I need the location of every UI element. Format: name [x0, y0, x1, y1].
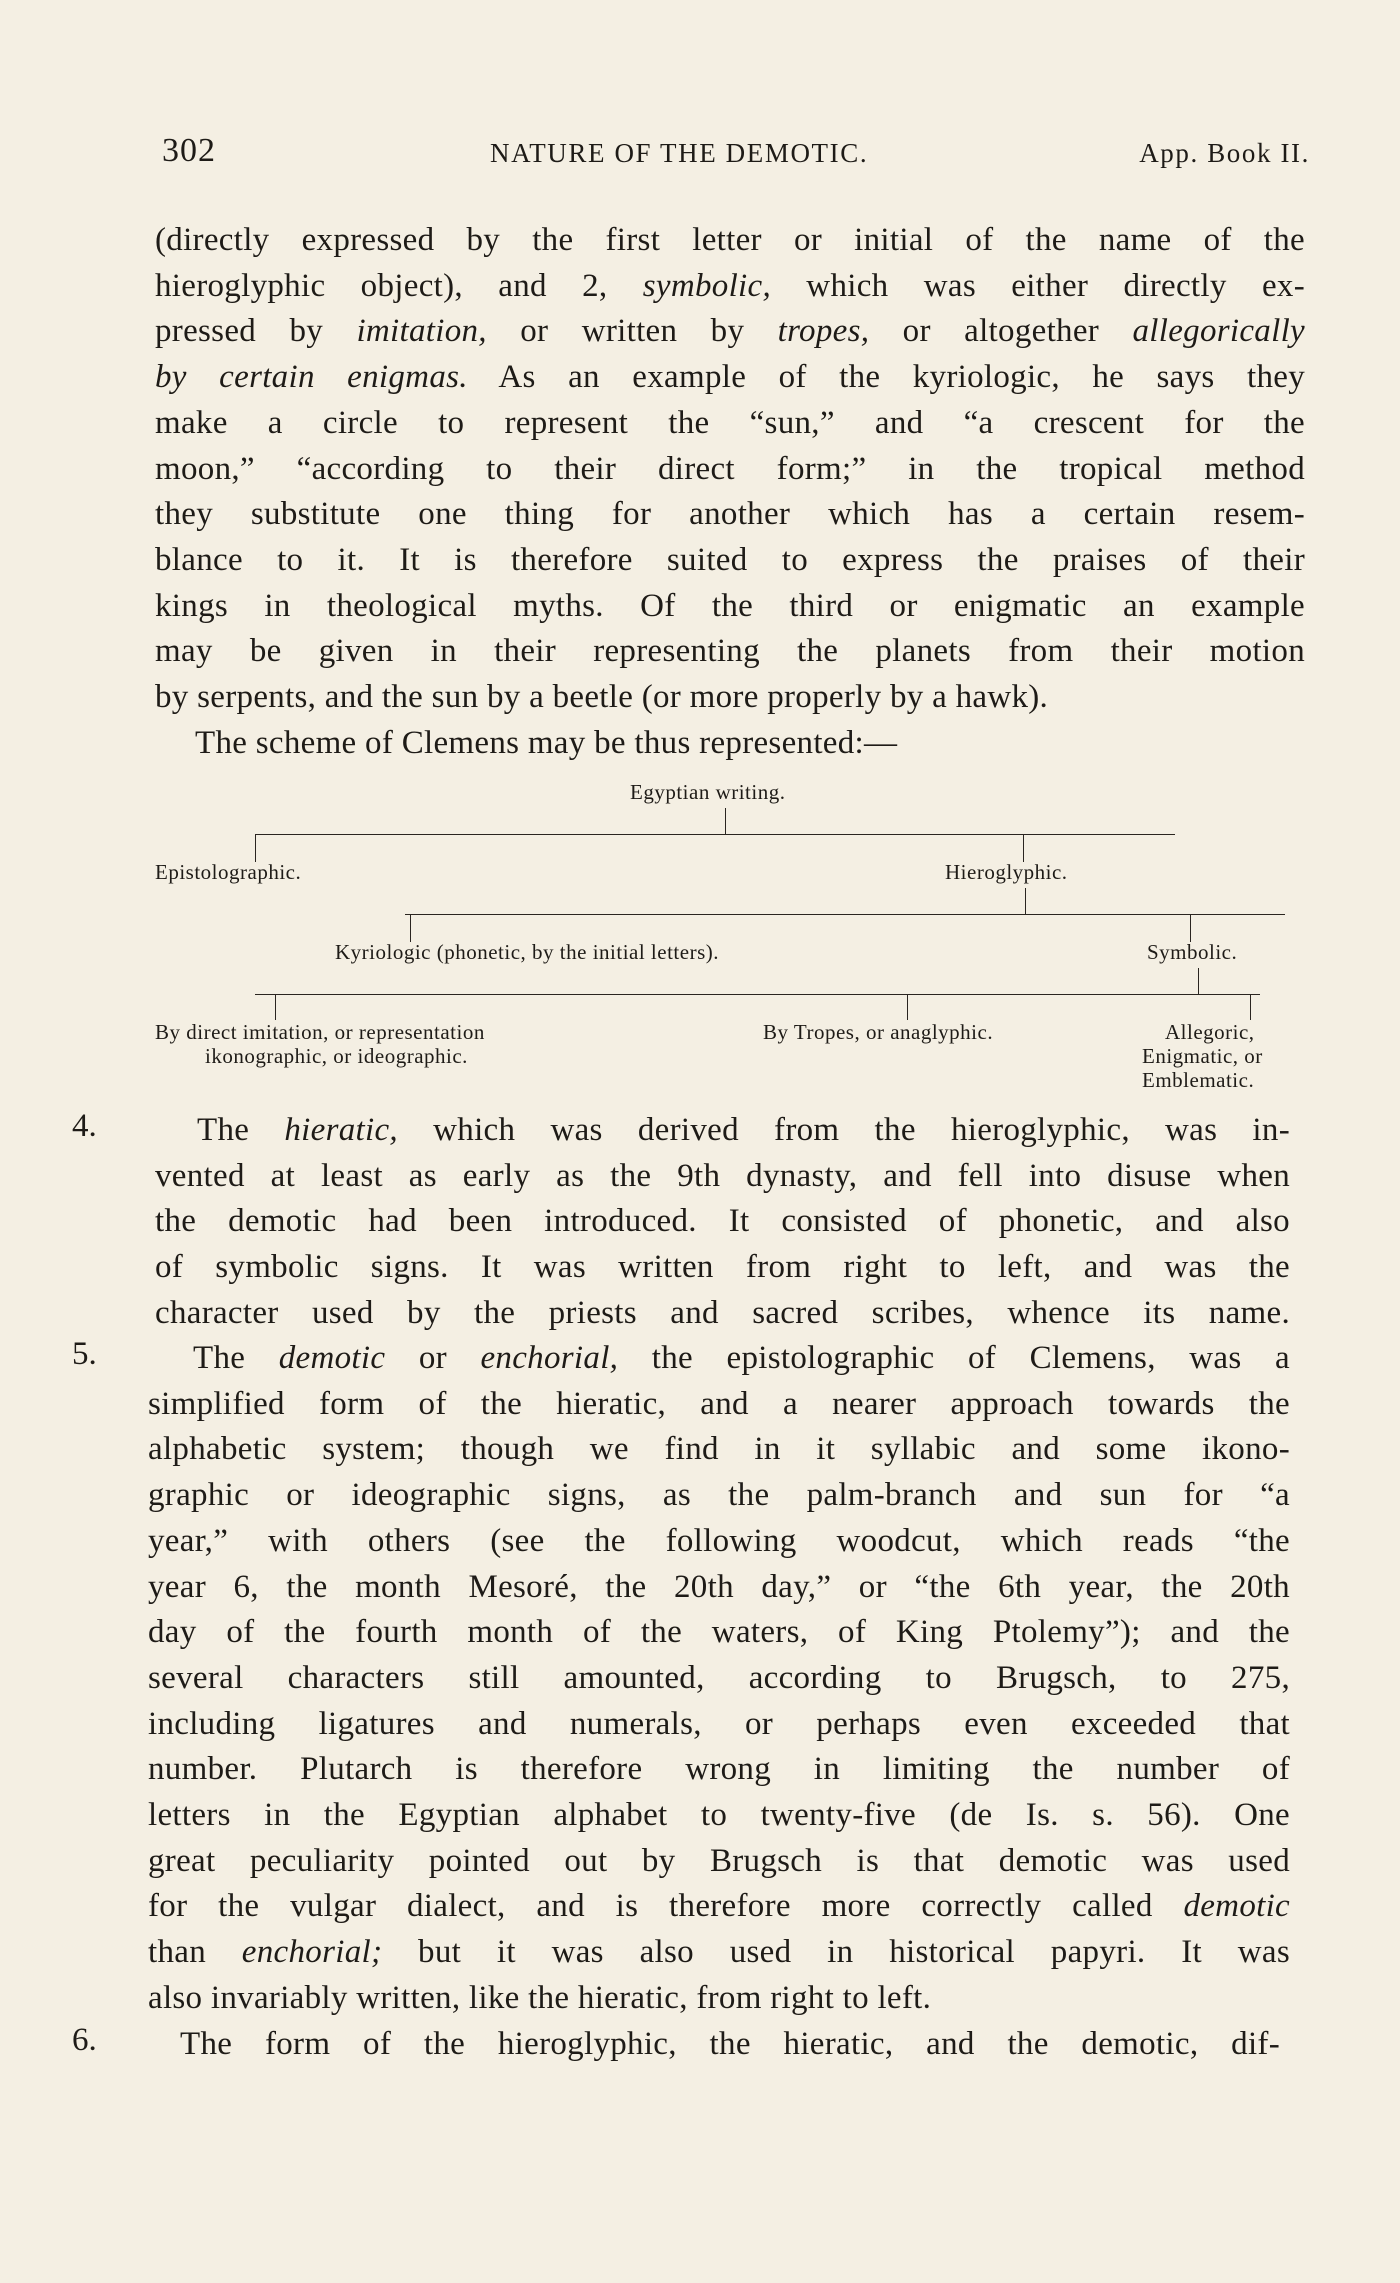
allegoric-label-3: Emblematic. [1142, 1068, 1255, 1092]
text-line: they substitute one thing for another which has a certain resem- [155, 496, 1305, 533]
text-line: letters in the Egyptian alphabet to twenty-five (de Is. s. 56). One [148, 1797, 1290, 1834]
connector-line [405, 914, 1285, 915]
text-line: the demotic had been introduced. It consisted of phonetic, and also [155, 1203, 1290, 1240]
running-title: NATURE OF THE DEMOTIC. [490, 138, 869, 168]
text-line: great peculiarity pointed out by Brugsch is that demotic was used [148, 1842, 1290, 1879]
connector-line [725, 808, 726, 834]
paragraph-demotic [148, 1336, 1290, 2022]
connector-line [255, 834, 1175, 835]
hieroglyphic-label: Hieroglyphic. [945, 860, 1068, 884]
text-line: vented at least as early as the 9th dynasty, and fell into disuse when [155, 1157, 1290, 1194]
text-line: blance to it. It is therefore suited to express the praises of their [155, 541, 1305, 578]
connector-line [275, 994, 276, 1020]
text-line: The demotic or enchorial, the epistolographic of Clemens, was a [193, 1340, 1290, 1376]
tropes-label: By Tropes, or anaglyphic. [763, 1020, 994, 1044]
connector-line [1198, 968, 1199, 994]
connector-line [1025, 888, 1026, 914]
scheme-intro: The scheme of Clemens may be thus represented:— [195, 724, 898, 761]
paragraph-hieratic [155, 1108, 1290, 1337]
text-line: simplified form of the hieratic, and a nearer approach towards the [148, 1385, 1290, 1422]
running-header [150, 132, 1310, 176]
connector-line [1250, 994, 1251, 1020]
connector-line [255, 994, 1260, 995]
paragraph-forms [180, 2022, 1280, 2068]
text-line: by serpents, and the sun by a beetle (or more properly by a hawk). [155, 679, 1049, 716]
text-line: pressed by imitation, or written by tropes, or altogether allegorically [155, 313, 1305, 350]
text-line: hieroglyphic object), and 2, symbolic, which was either directly ex- [155, 267, 1306, 304]
text-line: The hieratic, which was derived from the hieroglyphic, was in- [197, 1112, 1290, 1148]
connector-line [1023, 834, 1024, 862]
kyriologic-label: Kyriologic (phonetic, by the initial letters). [335, 940, 719, 964]
text-line: moon,” “according to their direct form;” in the tropical method [155, 450, 1305, 487]
paragraph-number: 5. [72, 1336, 97, 1372]
epistolographic-label: Epistolographic. [155, 860, 302, 884]
section-reference: App. Book II. [1139, 138, 1310, 168]
paragraph-number: 6. [72, 2022, 97, 2058]
symbolic-label: Symbolic. [1147, 940, 1238, 964]
imitation-label: By direct imitation, or representation [155, 1020, 485, 1044]
imitation-label-2: ikonographic, or ideographic. [205, 1044, 468, 1068]
allegoric-label: Allegoric, [1165, 1020, 1255, 1044]
text-line: (directly expressed by the first letter or initial of the name of the [155, 222, 1305, 258]
intro-paragraph [155, 218, 1305, 766]
text-line: of symbolic signs. It was written from right to left, and was the [155, 1249, 1290, 1286]
text-line: number. Plutarch is therefore wrong in limiting the number of [148, 1751, 1290, 1788]
text-line: may be given in their representing the planets from their motion [155, 633, 1305, 670]
text-line: The form of the hieroglyphic, the hieratic, and the demotic, dif- [180, 2026, 1280, 2062]
diagram-root-label: Egyptian writing. [630, 780, 786, 804]
connector-line [255, 834, 256, 862]
connector-line [410, 914, 411, 942]
allegoric-label-2: Enigmatic, or [1142, 1044, 1263, 1068]
writing-classification-diagram [155, 780, 1300, 1100]
text-line: kings in theological myths. Of the third or enigmatic an example [155, 587, 1305, 624]
text-line: graphic or ideographic signs, as the palm-branch and sun for “a [148, 1477, 1290, 1514]
text-line: make a circle to represent the “sun,” and “a crescent for the [155, 404, 1305, 441]
text-line: year,” with others (see the following woodcut, which reads “the [148, 1522, 1290, 1559]
text-line: character used by the priests and sacred scribes, whence its name. [155, 1294, 1290, 1331]
text-line: several characters still amounted, according to Brugsch, to 275, [148, 1659, 1290, 1696]
page-number: 302 [162, 132, 216, 169]
text-line: day of the fourth month of the waters, of King Ptolemy”); and the [148, 1614, 1290, 1651]
connector-line [907, 994, 908, 1020]
text-line: for the vulgar dialect, and is therefore more correctly called demotic [148, 1888, 1290, 1925]
text-line: than enchorial; but it was also used in historical papyri. It was [148, 1934, 1290, 1971]
text-line: year 6, the month Mesoré, the 20th day,” or “the 6th year, the 20th [148, 1568, 1290, 1605]
text-line: by certain enigmas. As an example of the kyriologic, he says they [155, 359, 1305, 396]
paragraph-number: 4. [72, 1108, 97, 1144]
text-line: including ligatures and numerals, or perhaps even exceeded that [148, 1705, 1290, 1742]
text-line: also invariably written, like the hieratic, from right to left. [148, 1979, 932, 2016]
text-line: alphabetic system; though we find in it syllabic and some ikono- [148, 1431, 1290, 1468]
connector-line [1190, 914, 1191, 942]
